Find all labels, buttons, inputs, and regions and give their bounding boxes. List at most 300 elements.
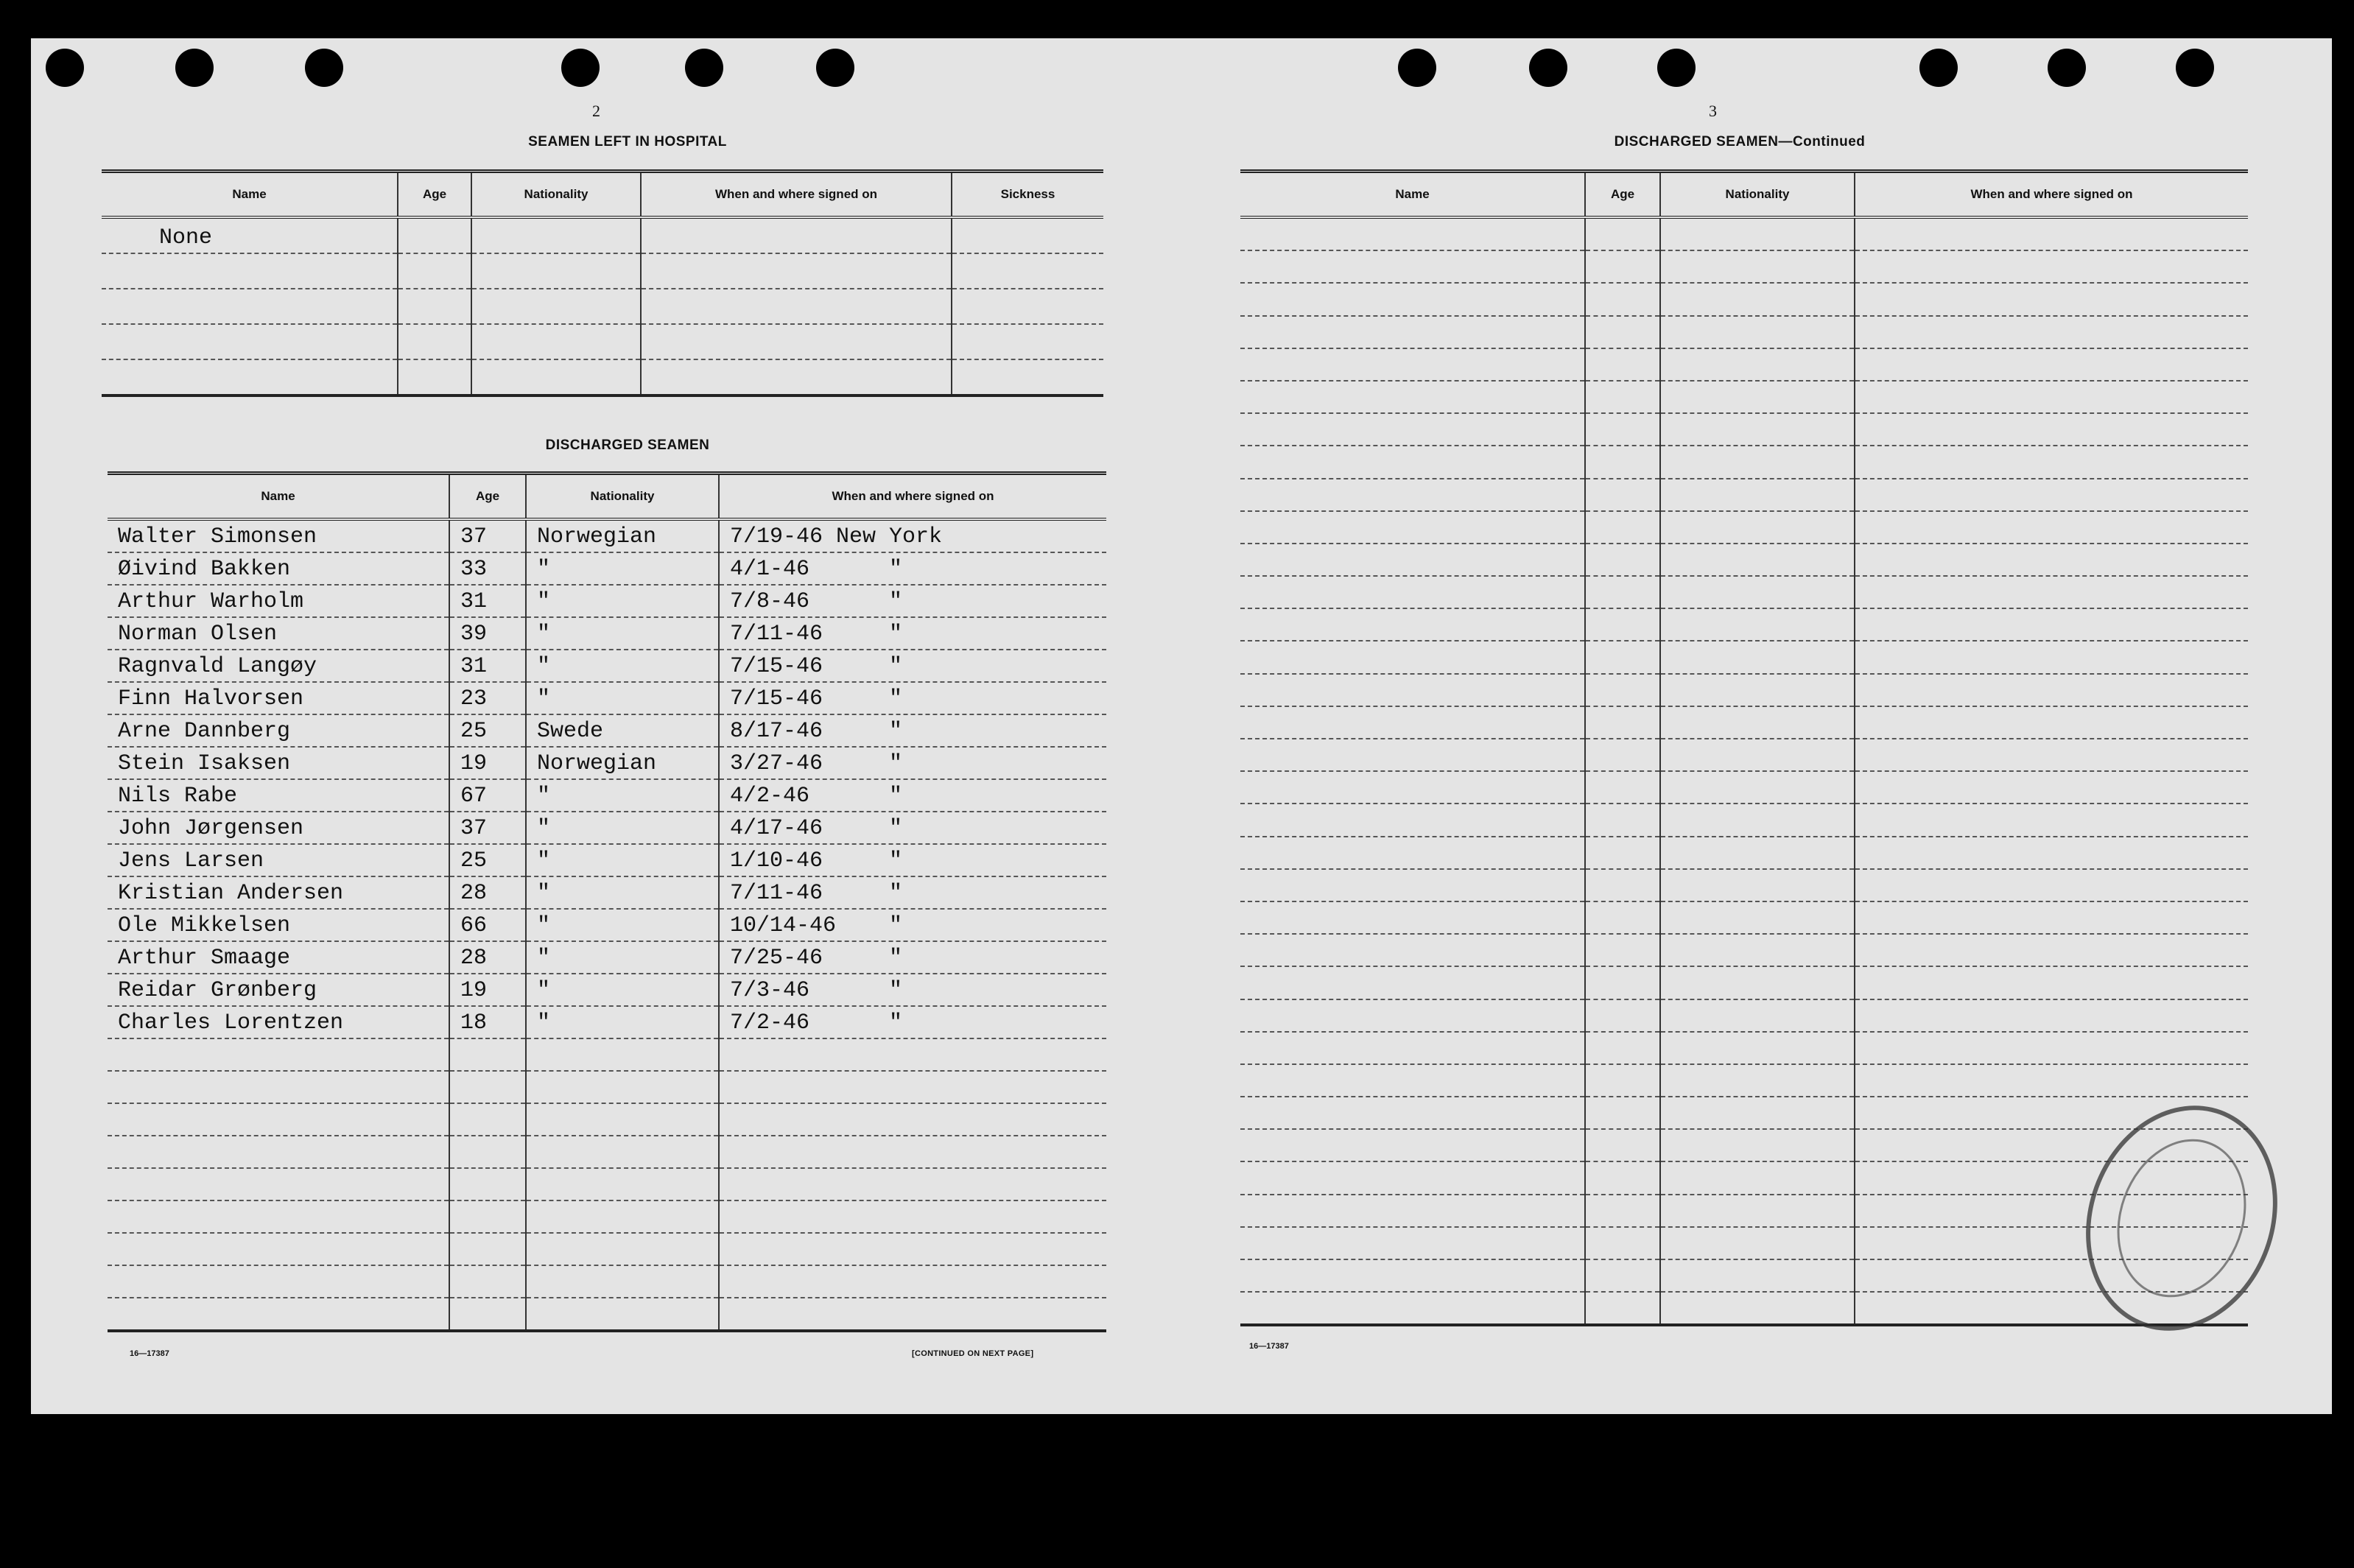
table-row [108,974,1106,1006]
title-suffix: —Continued [1778,134,1866,150]
name-cell: Arthur Smaage [108,941,449,974]
nationality-cell [526,1136,719,1168]
age-cell: 23 [449,682,526,714]
signed-on-cell [1855,250,2248,283]
name-cell [108,1265,449,1298]
nationality-cell [526,1233,719,1265]
signed-on-cell [719,1200,1106,1233]
nationality-cell [1660,771,1855,804]
nationality-cell [1660,1161,1855,1194]
nationality-cell: " [526,682,719,714]
age-cell [398,289,471,324]
table-row [1240,641,2248,673]
table-row [1240,837,2248,869]
nationality-cell [1660,1195,1855,1227]
hospital-table [102,169,1103,397]
name-cell: Jens Larsen [108,844,449,876]
nationality-cell [471,217,641,253]
signed-on-cell: 3/27-46 " [719,747,1106,779]
table-row [1240,674,2248,706]
nationality-cell: " [526,779,719,812]
age-cell [449,1038,526,1071]
age-cell [1585,966,1660,999]
name-cell: None [102,217,398,253]
age-cell [1585,217,1660,250]
name-cell [1240,837,1585,869]
name-cell [1240,446,1585,478]
signed-on-cell [719,1136,1106,1168]
signed-on-cell [1855,641,2248,673]
column-header: When and where signed on [1855,172,2248,218]
age-cell [1585,771,1660,804]
table-row [108,909,1106,941]
signed-on-cell [641,217,952,253]
column-header: Nationality [526,474,719,520]
signed-on-cell [1855,804,2248,836]
name-cell: Kristian Andersen [108,876,449,909]
table-row [1240,934,2248,966]
name-cell [1240,804,1585,836]
name-cell: Nils Rabe [108,779,449,812]
signed-on-cell: 7/11-46 " [719,876,1106,909]
signed-on-cell: 8/17-46 " [719,714,1106,747]
age-cell [1585,674,1660,706]
signed-on-cell [719,1265,1106,1298]
table-row [1240,1032,2248,1064]
name-cell [108,1298,449,1331]
nationality-cell: " [526,1006,719,1038]
signed-on-cell [641,289,952,324]
nationality-cell [1660,217,1855,250]
nationality-cell [1660,966,1855,999]
table-row [108,844,1106,876]
table-row [1240,999,2248,1032]
nationality-cell [526,1200,719,1233]
table-row [102,289,1103,324]
nationality-cell: " [526,812,719,844]
signed-on-cell [1855,1032,2248,1064]
name-cell [1240,1259,1585,1292]
name-cell: Arne Dannberg [108,714,449,747]
age-cell [1585,1129,1660,1161]
signed-on-cell [1855,511,2248,544]
continued-note: [CONTINUED ON NEXT PAGE] [912,1349,1034,1358]
name-cell [1240,608,1585,641]
name-cell [108,1233,449,1265]
discharged-section-title: DISCHARGED SEAMEN [545,437,710,453]
table-header-row [1240,172,2248,218]
age-cell [449,1233,526,1265]
table-row [1240,479,2248,511]
nationality-cell: Norwegian [526,747,719,779]
nationality-cell: " [526,844,719,876]
table-row [1240,1292,2248,1325]
table-row [108,747,1106,779]
name-cell [1240,1161,1585,1194]
name-cell [1240,1097,1585,1129]
table-row [1240,1097,2248,1129]
signed-on-cell [1855,674,2248,706]
age-cell [1585,413,1660,446]
nationality-cell: " [526,585,719,617]
age-cell: 37 [449,519,526,552]
age-cell [1585,901,1660,934]
nationality-cell [1660,576,1855,608]
signed-on-cell [1855,479,2248,511]
table-row [1240,576,2248,608]
name-cell: John Jørgensen [108,812,449,844]
table-row [108,876,1106,909]
name-cell [102,289,398,324]
age-cell: 33 [449,552,526,585]
column-header: Name [108,474,449,520]
column-header: Name [1240,172,1585,218]
column-header: Nationality [471,172,641,218]
column-header: When and where signed on [719,474,1106,520]
signed-on-cell [1855,446,2248,478]
nationality-cell [1660,1259,1855,1292]
name-cell [1240,934,1585,966]
table-row [1240,348,2248,381]
signed-on-cell: 7/2-46 " [719,1006,1106,1038]
table-row [108,1200,1106,1233]
table-row [108,1038,1106,1071]
nationality-cell [1660,739,1855,771]
name-cell [1240,544,1585,576]
name-cell [1240,739,1585,771]
nationality-cell [526,1071,719,1103]
table-row [108,812,1106,844]
name-cell [1240,1032,1585,1064]
column-header: Nationality [1660,172,1855,218]
age-cell [1585,706,1660,739]
nationality-cell [1660,316,1855,348]
age-cell [1585,576,1660,608]
page-number: 3 [1709,102,1717,120]
stamp-inner-ring [2095,1121,2267,1315]
signed-on-cell: 7/19-46 New York [719,519,1106,552]
table-row [1240,901,2248,934]
nationality-cell [1660,999,1855,1032]
name-cell: Charles Lorentzen [108,1006,449,1038]
name-cell [1240,674,1585,706]
nationality-cell [1660,869,1855,901]
signed-on-cell [719,1298,1106,1331]
nationality-cell [526,1038,719,1071]
age-cell [1585,999,1660,1032]
column-header: Sickness [952,172,1103,218]
nationality-cell [1660,1032,1855,1064]
signed-on-cell [1855,381,2248,413]
nationality-cell [1660,1292,1855,1325]
nationality-cell [1660,1129,1855,1161]
nationality-cell: " [526,909,719,941]
table-row [1240,511,2248,544]
signed-on-cell: 7/8-46 " [719,585,1106,617]
right-page [1180,38,2332,1414]
nationality-cell [1660,446,1855,478]
hospital-section-title: SEAMEN LEFT IN HOSPITAL [528,134,727,150]
signed-on-cell [719,1233,1106,1265]
name-cell [1240,413,1585,446]
age-cell [1585,283,1660,315]
name-cell [1240,250,1585,283]
age-cell [449,1200,526,1233]
signed-on-cell [1855,869,2248,901]
signed-on-cell [1855,413,2248,446]
age-cell: 67 [449,779,526,812]
signed-on-cell [641,324,952,359]
name-cell [108,1200,449,1233]
age-cell [1585,739,1660,771]
name-cell [1240,1292,1585,1325]
sickness-cell [952,253,1103,289]
table-row [102,253,1103,289]
table-row [108,779,1106,812]
signed-on-cell [641,359,952,395]
table-row [102,324,1103,359]
nationality-cell [1660,544,1855,576]
table-row [1240,771,2248,804]
name-cell [102,359,398,395]
age-cell [1585,479,1660,511]
table-row [108,617,1106,650]
signed-on-cell [1855,544,2248,576]
age-cell: 25 [449,844,526,876]
signed-on-cell [1855,608,2248,641]
table-row [1240,413,2248,446]
column-header: Age [449,474,526,520]
table-row [1240,966,2248,999]
table-row [108,585,1106,617]
signed-on-cell: 7/3-46 " [719,974,1106,1006]
name-cell [1240,479,1585,511]
age-cell [449,1265,526,1298]
nationality-cell [471,359,641,395]
signed-on-cell [1855,739,2248,771]
nationality-cell [1660,674,1855,706]
table-row [108,941,1106,974]
signed-on-cell [719,1168,1106,1200]
table-row [102,359,1103,395]
table-row [108,714,1106,747]
signed-on-cell [1855,901,2248,934]
name-cell [1240,348,1585,381]
table-row [108,1071,1106,1103]
signed-on-cell [1855,706,2248,739]
nationality-cell: " [526,941,719,974]
name-cell [1240,217,1585,250]
signed-on-cell [1855,966,2248,999]
age-cell: 66 [449,909,526,941]
nationality-cell [1660,283,1855,315]
table-row [1240,804,2248,836]
name-cell [1240,1195,1585,1227]
name-cell [1240,511,1585,544]
age-cell [398,324,471,359]
signed-on-cell: 10/14-46 " [719,909,1106,941]
table-row [108,1233,1106,1265]
signed-on-cell [1855,1064,2248,1097]
nationality-cell [471,324,641,359]
table-row [1240,1064,2248,1097]
sickness-cell [952,324,1103,359]
signed-on-cell [1855,283,2248,315]
nationality-cell [471,289,641,324]
age-cell: 25 [449,714,526,747]
table-row [1240,1129,2248,1161]
name-cell: Ragnvald Langøy [108,650,449,682]
table-row [1240,250,2248,283]
age-cell: 31 [449,650,526,682]
discharged-continued-table [1240,169,2248,1326]
age-cell [1585,250,1660,283]
age-cell: 39 [449,617,526,650]
age-cell [1585,1195,1660,1227]
name-cell: Ole Mikkelsen [108,909,449,941]
name-cell [102,253,398,289]
table-row [1240,544,2248,576]
table-row [1240,869,2248,901]
nationality-cell: " [526,974,719,1006]
nationality-cell [1660,804,1855,836]
age-cell [1585,1259,1660,1292]
signed-on-cell [1855,934,2248,966]
nationality-cell [471,253,641,289]
signed-on-cell: 4/17-46 " [719,812,1106,844]
age-cell [449,1071,526,1103]
table-row [108,1136,1106,1168]
table-header-row [108,474,1106,520]
name-cell [1240,1129,1585,1161]
age-cell [1585,316,1660,348]
age-cell [1585,544,1660,576]
nationality-cell: Swede [526,714,719,747]
column-header: Age [1585,172,1660,218]
nationality-cell [526,1168,719,1200]
name-cell: Stein Isaksen [108,747,449,779]
age-cell [1585,1064,1660,1097]
age-cell [398,253,471,289]
nationality-cell [1660,934,1855,966]
nationality-cell: " [526,617,719,650]
age-cell [1585,608,1660,641]
age-cell [1585,1227,1660,1259]
nationality-cell [1660,250,1855,283]
age-cell [1585,1292,1660,1325]
name-cell [108,1136,449,1168]
name-cell: Øivind Bakken [108,552,449,585]
nationality-cell [1660,1097,1855,1129]
name-cell [1240,771,1585,804]
table-row [108,682,1106,714]
name-cell [1240,576,1585,608]
name-cell [108,1038,449,1071]
signed-on-cell [1855,999,2248,1032]
nationality-cell [1660,1227,1855,1259]
table-row [1240,283,2248,315]
age-cell [1585,446,1660,478]
age-cell [398,217,471,253]
age-cell: 19 [449,974,526,1006]
sickness-cell [952,217,1103,253]
age-cell [1585,1161,1660,1194]
nationality-cell [1660,901,1855,934]
table-row [108,552,1106,585]
nationality-cell: " [526,552,719,585]
age-cell [1585,837,1660,869]
document-paper [31,38,2332,1414]
age-cell [449,1298,526,1331]
table-header-row [102,172,1103,218]
signed-on-cell [1855,316,2248,348]
age-cell [1585,869,1660,901]
name-cell [1240,901,1585,934]
nationality-cell: Norwegian [526,519,719,552]
left-page [31,38,1180,1414]
nationality-cell: " [526,650,719,682]
age-cell [1585,1097,1660,1129]
name-cell [108,1168,449,1200]
table-row [108,1168,1106,1200]
column-header: Age [398,172,471,218]
age-cell: 18 [449,1006,526,1038]
sickness-cell [952,359,1103,395]
table-row [1240,739,2248,771]
age-cell [1585,641,1660,673]
form-code: 16—17387 [130,1349,169,1358]
name-cell [1240,1227,1585,1259]
name-cell [108,1103,449,1136]
age-cell: 37 [449,812,526,844]
nationality-cell: " [526,876,719,909]
signed-on-cell [1855,348,2248,381]
form-code: 16—17387 [1249,1342,1289,1351]
name-cell: Walter Simonsen [108,519,449,552]
signed-on-cell: 7/15-46 " [719,650,1106,682]
table-row [1240,217,2248,250]
nationality-cell [1660,348,1855,381]
nationality-cell [1660,837,1855,869]
name-cell [1240,706,1585,739]
name-cell [1240,1064,1585,1097]
signed-on-cell: 7/11-46 " [719,617,1106,650]
name-cell: Norman Olsen [108,617,449,650]
age-cell [398,359,471,395]
nationality-cell [1660,1064,1855,1097]
signed-on-cell: 7/15-46 " [719,682,1106,714]
name-cell [1240,966,1585,999]
signed-on-cell [1855,837,2248,869]
age-cell [1585,934,1660,966]
discharged-seamen-table [108,471,1106,1332]
table-row [1240,381,2248,413]
name-cell [1240,381,1585,413]
table-row [108,1103,1106,1136]
table-row [108,650,1106,682]
signed-on-cell [719,1038,1106,1071]
age-cell [449,1168,526,1200]
table-row [1240,446,2248,478]
nationality-cell [526,1265,719,1298]
age-cell: 31 [449,585,526,617]
table-row [108,1006,1106,1038]
signed-on-cell: 1/10-46 " [719,844,1106,876]
table-row [1240,608,2248,641]
name-cell [102,324,398,359]
name-cell [1240,283,1585,315]
nationality-cell [1660,511,1855,544]
